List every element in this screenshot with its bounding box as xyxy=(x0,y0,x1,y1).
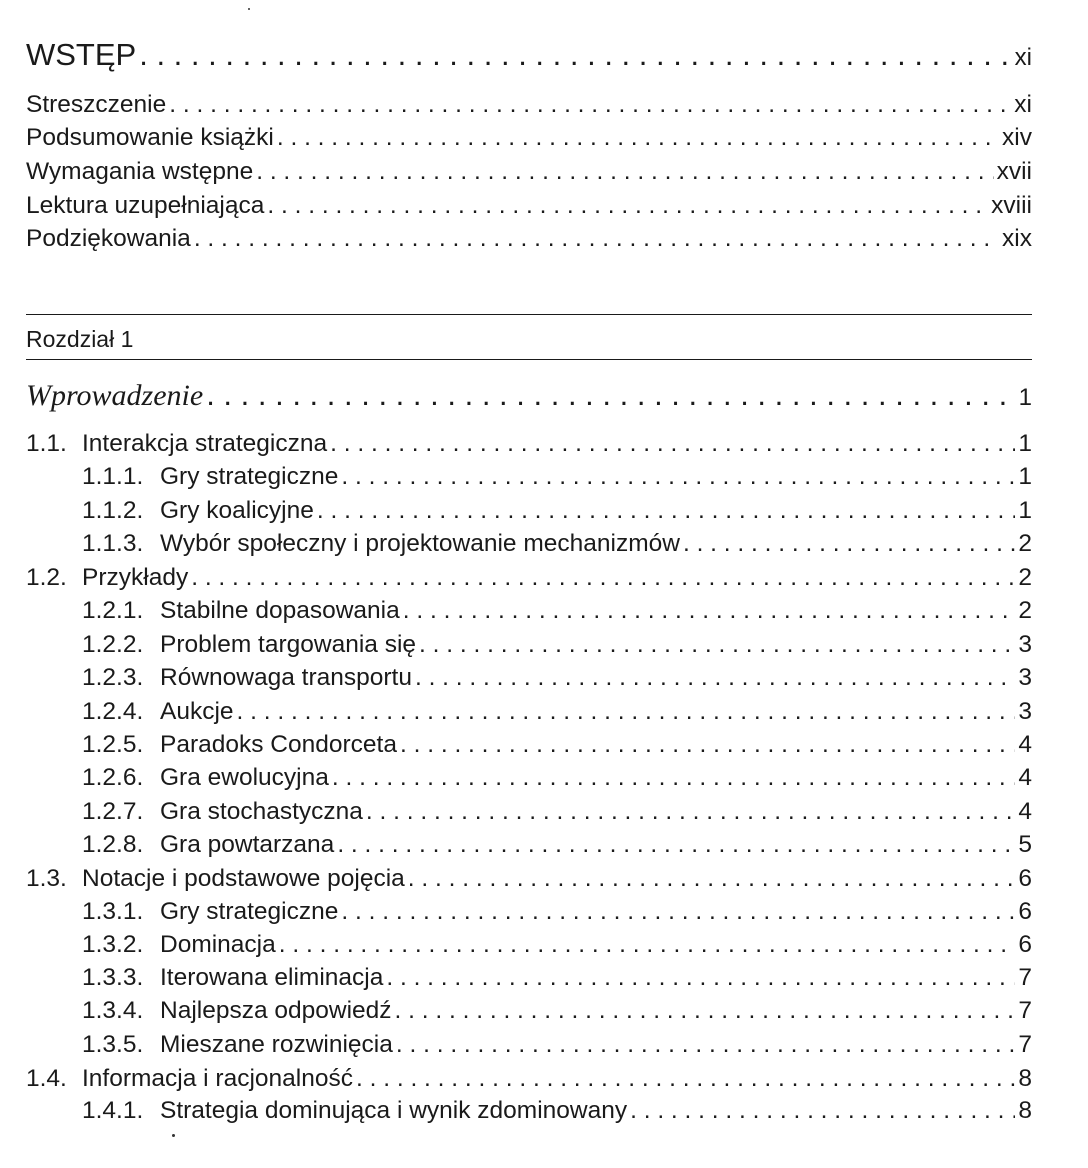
toc-subsection xyxy=(26,1030,1032,1060)
toc-subsection xyxy=(26,596,1032,626)
toc-subsection xyxy=(26,663,1032,693)
subsection-number: 1.1.1. xyxy=(82,463,144,490)
subsection-title: Gra ewolucyjna xyxy=(160,764,329,791)
toc-section xyxy=(26,429,1032,459)
subsection-title: Iterowana eliminacja xyxy=(160,964,384,991)
preface-item-page: xviii xyxy=(991,192,1032,219)
section-page: 6 xyxy=(1018,865,1032,892)
subsection-page: 4 xyxy=(1018,798,1032,825)
section-title: Przykłady xyxy=(82,564,189,591)
toc-subsection xyxy=(26,462,1032,492)
subsection-title: Równowaga transportu xyxy=(160,664,412,691)
subsection-title: Stabilne dopasowania xyxy=(160,597,400,624)
subsection-number: 1.3.1. xyxy=(82,898,144,925)
subsection-page: 1 xyxy=(1018,497,1032,524)
toc-subsection xyxy=(26,930,1032,960)
subsection-number: 1.3.3. xyxy=(82,964,144,991)
dot-leader xyxy=(403,596,1016,626)
subsection-number: 1.2.5. xyxy=(82,731,144,758)
preface-item xyxy=(26,224,1032,254)
preface-item xyxy=(26,157,1032,187)
subsection-number: 1.3.5. xyxy=(82,1031,144,1058)
dot-leader xyxy=(279,930,1016,960)
section-title: Notacje i podstawowe pojęcia xyxy=(82,865,405,892)
toc-subsection xyxy=(26,529,1032,559)
toc-page xyxy=(26,0,1032,1168)
preface-title-page: xi xyxy=(1014,44,1032,71)
preface-title: WSTĘP xyxy=(26,37,137,72)
preface-item-label: Podsumowanie książki xyxy=(26,124,274,151)
dot-leader xyxy=(356,1064,1015,1094)
subsection-number: 1.2.1. xyxy=(82,597,144,624)
dot-leader xyxy=(395,996,1016,1026)
toc-section xyxy=(26,1064,1032,1094)
toc-subsection xyxy=(26,730,1032,760)
dot-leader xyxy=(341,897,1015,927)
section-number: 1.1. xyxy=(26,430,67,457)
subsection-number: 1.2.3. xyxy=(82,664,144,691)
toc-subsection xyxy=(26,996,1032,1026)
dot-leader xyxy=(341,462,1015,492)
preface-item-page: xix xyxy=(1002,225,1032,252)
subsection-page: 4 xyxy=(1018,764,1032,791)
subsection-page: 3 xyxy=(1018,631,1032,658)
subsection-page: 5 xyxy=(1018,831,1032,858)
subsection-title: Gry strategiczne xyxy=(160,463,339,490)
subsection-number: 1.4.1. xyxy=(82,1097,144,1124)
scan-speck xyxy=(172,1134,175,1137)
preface-item-label: Wymagania wstępne xyxy=(26,158,254,185)
dot-leader xyxy=(400,730,1015,760)
subsection-title: Najlepsza odpowiedź xyxy=(160,997,392,1024)
dot-leader xyxy=(366,797,1015,827)
scan-speck xyxy=(248,8,250,10)
toc-subsection xyxy=(26,697,1032,727)
dot-leader xyxy=(191,563,1015,593)
subsection-number: 1.2.4. xyxy=(82,698,144,725)
preface-item xyxy=(26,123,1032,153)
toc-subsection xyxy=(26,1096,1032,1126)
dot-leader xyxy=(415,663,1015,693)
toc-subsection xyxy=(26,496,1032,526)
preface-item-label: Podziękowania xyxy=(26,225,191,252)
dot-leader xyxy=(139,37,1011,73)
dot-leader xyxy=(330,429,1015,459)
preface-item-label: Lektura uzupełniająca xyxy=(26,192,265,219)
section-page: 2 xyxy=(1018,564,1032,591)
subsection-number: 1.1.3. xyxy=(82,530,144,557)
preface-item xyxy=(26,90,1032,120)
subsection-page: 6 xyxy=(1018,931,1032,958)
subsection-title: Strategia dominująca i wynik zdominowany xyxy=(160,1097,628,1124)
subsection-number: 1.3.4. xyxy=(82,997,144,1024)
dot-leader xyxy=(408,864,1016,894)
subsection-title: Gra stochastyczna xyxy=(160,798,363,825)
chapter-label: Rozdział 1 xyxy=(26,326,134,352)
subsection-title: Mieszane rozwinięcia xyxy=(160,1031,393,1058)
subsection-page: 8 xyxy=(1018,1097,1032,1124)
subsection-number: 1.2.7. xyxy=(82,798,144,825)
dot-leader xyxy=(332,763,1016,793)
subsection-number: 1.2.6. xyxy=(82,764,144,791)
toc-section xyxy=(26,864,1032,894)
toc-subsection xyxy=(26,830,1032,860)
subsection-number: 1.2.8. xyxy=(82,831,144,858)
subsection-title: Gry koalicyjne xyxy=(160,497,314,524)
subsection-page: 3 xyxy=(1018,664,1032,691)
dot-leader xyxy=(337,830,1015,860)
subsection-title: Problem targowania się xyxy=(160,631,417,658)
chapter-title-row xyxy=(26,377,1032,416)
dot-leader xyxy=(237,697,1016,727)
dot-leader xyxy=(267,191,988,221)
toc-subsection xyxy=(26,897,1032,927)
subsection-page: 7 xyxy=(1018,1031,1032,1058)
subsection-title: Paradoks Condorceta xyxy=(160,731,397,758)
dot-leader xyxy=(277,123,999,153)
chapter-rule-top xyxy=(26,314,1032,315)
toc-subsection xyxy=(26,630,1032,660)
subsection-page: 2 xyxy=(1018,530,1032,557)
subsection-page: 3 xyxy=(1018,698,1032,725)
section-number: 1.4. xyxy=(26,1065,67,1092)
subsection-title: Gra powtarzana xyxy=(160,831,335,858)
subsection-page: 7 xyxy=(1018,964,1032,991)
subsection-page: 6 xyxy=(1018,898,1032,925)
section-page: 8 xyxy=(1018,1065,1032,1092)
dot-leader xyxy=(396,1030,1016,1060)
section-title: Interakcja strategiczna xyxy=(82,430,328,457)
chapter-title: Wprowadzenie xyxy=(26,379,204,412)
dot-leader xyxy=(206,377,1015,413)
section-page: 1 xyxy=(1018,430,1032,457)
dot-leader xyxy=(194,224,999,254)
preface-item xyxy=(26,191,1032,221)
subsection-page: 2 xyxy=(1018,597,1032,624)
dot-leader xyxy=(630,1096,1015,1126)
subsection-page: 7 xyxy=(1018,997,1032,1024)
dot-leader xyxy=(169,90,1011,120)
chapter-title-page: 1 xyxy=(1018,384,1032,411)
subsection-number: 1.1.2. xyxy=(82,497,144,524)
subsection-page: 1 xyxy=(1018,463,1032,490)
preface-item-page: xvii xyxy=(996,158,1032,185)
toc-section xyxy=(26,563,1032,593)
toc-subsection xyxy=(26,763,1032,793)
subsection-number: 1.3.2. xyxy=(82,931,144,958)
subsection-title: Wybór społeczny i projektowanie mechanizmów xyxy=(160,530,680,557)
dot-leader xyxy=(386,963,1015,993)
dot-leader xyxy=(419,630,1015,660)
subsection-title: Gry strategiczne xyxy=(160,898,339,925)
toc-subsection xyxy=(26,963,1032,993)
section-number: 1.3. xyxy=(26,865,67,892)
preface-item-label: Streszczenie xyxy=(26,91,167,118)
subsection-title: Aukcje xyxy=(160,698,234,725)
toc-subsection xyxy=(26,797,1032,827)
subsection-page: 4 xyxy=(1018,731,1032,758)
subsection-number: 1.2.2. xyxy=(82,631,144,658)
section-title: Informacja i racjonalność xyxy=(82,1065,353,1092)
preface-item-page: xiv xyxy=(1002,124,1032,151)
dot-leader xyxy=(317,496,1016,526)
chapter-rule-bottom xyxy=(26,359,1032,360)
preface-item-page: xi xyxy=(1014,91,1032,118)
preface-title-row xyxy=(26,37,1032,76)
subsection-title: Dominacja xyxy=(160,931,276,958)
dot-leader xyxy=(256,157,993,187)
section-number: 1.2. xyxy=(26,564,67,591)
dot-leader xyxy=(683,529,1015,559)
